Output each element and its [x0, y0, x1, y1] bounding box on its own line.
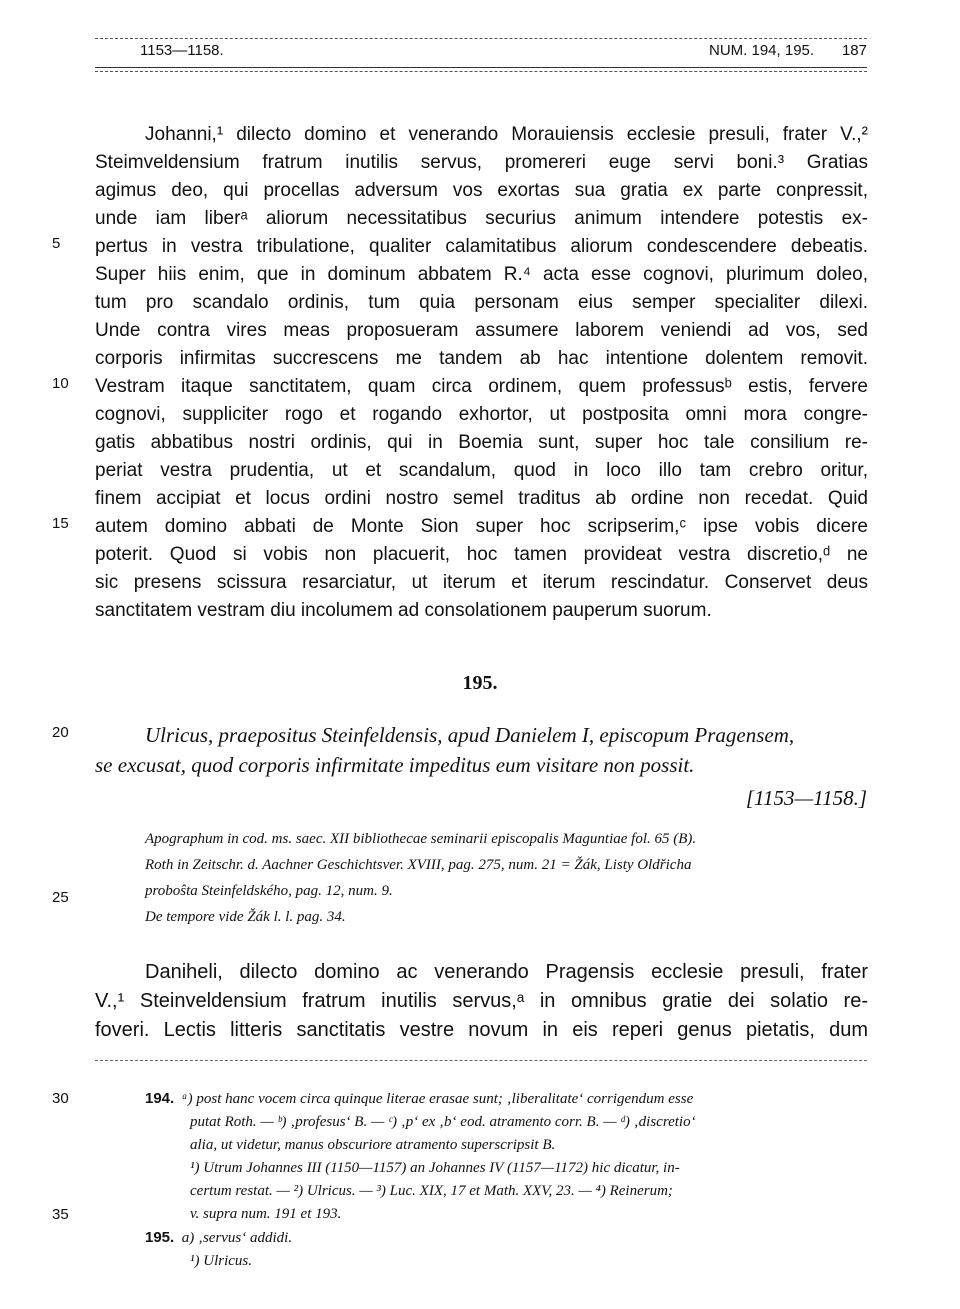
text-line: autem domino abbati de Monte Sion super hoc scripserim,ᶜ ipse vobis dicere — [95, 516, 868, 537]
footnote-line: ᵃ) post hanc vocem circa quinque literae erasae sunt; ‚liberalitate‘ corrigendum esse — [181, 1091, 694, 1107]
text-line: Unde contra vires meas proposueram assumere laborem veniendi ad vos, sed — [95, 320, 868, 341]
footnote-line: putat Roth. — ᵇ) ‚profesus‘ B. — ᶜ) ‚p‘ ex ‚b‘ eod. atramento corr. B. — ᵈ) ‚discretio‘ — [190, 1114, 696, 1130]
apparatus-line: Apographum in cod. ms. saec. XII bibliothecae seminarii episcopalis Maguntiae fol. 65 (B). — [145, 831, 697, 847]
line-number: 35 — [52, 1206, 69, 1223]
line-number: 5 — [52, 235, 61, 252]
line-number: 30 — [52, 1090, 69, 1107]
text-line: V.,¹ Steinveldensium fratrum inutilis servus,ᵃ in omnibus gratie dei solatio re- — [95, 990, 868, 1012]
footnote-line: alia, ut videtur, manus obscuriore atramento superscripsit B. — [190, 1137, 556, 1153]
text-line: sic presens scissura resarciatur, ut iterum et iterum rescindatur. Conservet deus — [95, 572, 868, 593]
text-line: Steimveldensium fratrum inutilis servus, promereri euge servi boni.³ Gratias — [95, 152, 868, 173]
apparatus-line: Roth in Zeitschr. d. Aachner Geschichtsver. XVIII, pag. 275, num. 21 = Žák, Listy Oldřicha — [145, 857, 692, 873]
letter-194-text — [95, 121, 868, 625]
footnote-label: 194. — [145, 1090, 175, 1107]
text-line: Vestram itaque sanctitatem, quam circa ordinem, quem professusᵇ estis, fervere — [95, 376, 868, 397]
document-date: [1153—1158.] — [745, 786, 867, 810]
footnote-line: ¹) Ulricus. — [190, 1253, 252, 1269]
footnote-line: ¹) Utrum Johannes III (1150—1157) an Johannes IV (1157—1172) hic dicatur, in- — [190, 1160, 680, 1176]
line-number: 10 — [52, 375, 69, 392]
footnote-line: a) ‚servus‘ addidi. — [181, 1230, 293, 1246]
text-line: poterit. Quod si vobis non placuerit, hoc tamen provideat vestra discretio,ᵈ ne — [95, 544, 868, 565]
regest-line: Ulricus, praepositus Steinfeldensis, apud Danielem I, episcopum Pragensem, — [145, 723, 795, 747]
text-line: unde iam liberᵃ aliorum necessitatibus securius animum intendere potestis ex- — [95, 208, 868, 229]
line-number: 25 — [52, 889, 69, 906]
line-number: 20 — [52, 724, 69, 741]
text-line: tum pro scandalo ordinis, tum quia personam eius semper specialiter dilexi. — [95, 292, 868, 313]
page-number: 187 — [841, 42, 867, 59]
line-number: 15 — [52, 515, 69, 532]
source-apparatus — [145, 826, 868, 930]
running-header — [140, 42, 867, 64]
text-line: agimus deo, qui procellas adversum vos exortas sua gratia ex parte conpressit, — [95, 180, 868, 201]
text-line: gatis abbatibus nostri ordinis, qui in Boemia sunt, super hoc tale consilium re- — [95, 432, 868, 453]
apparatus-line: De tempore vide Žák l. l. pag. 34. — [145, 909, 346, 925]
footnote-rule — [95, 1060, 867, 1061]
text-line: corporis infirmitas succrescens me tandem ab hac intentione dolentem removit. — [95, 348, 868, 369]
footnote-label: 195. — [145, 1229, 175, 1246]
header-rule-bottom — [95, 67, 867, 68]
text-line: Super hiis enim, que in dominum abbatem R.⁴ acta esse cognovi, plurimum doleo, — [95, 264, 868, 285]
apparatus-line: proboŝta Steinfeldského, pag. 12, num. 9. — [145, 883, 393, 899]
footnote-line: certum restat. — ²) Ulricus. — ³) Luc. XIX, 17 et Math. XXV, 23. — ⁴) Reinerum; — [190, 1183, 673, 1199]
header-rule-bottom-dashed — [95, 71, 867, 72]
text-line: finem accipiat et locus ordini nostro semel traditus ab ordine non recedat. Quid — [95, 488, 868, 509]
text-line: foveri. Lectis litteris sanctitatis vestre novum in eis reperi genus pietatis, dum — [95, 1019, 868, 1041]
text-line: pertus in vestra tribulatione, qualiter calamitatibus aliorum condescendere debeatis. — [95, 236, 868, 257]
regest — [95, 720, 868, 780]
text-line: cognovi, suppliciter rogo et rogando exhortor, ut postposita omni mora congre- — [95, 404, 868, 425]
regest-line: se excusat, quod corporis infirmitate impeditus eum visitare non possit. — [95, 753, 695, 777]
footnotes-194 — [145, 1087, 867, 1273]
text-line: Johanni,¹ dilecto domino et venerando Morauiensis ecclesie presuli, frater V.,² — [145, 124, 868, 145]
text-line: periat vestra prudentia, ut et scandalum, quod in loco illo tam crebro oritur, — [95, 460, 868, 481]
footnote-line: v. supra num. 191 et 193. — [190, 1206, 342, 1222]
text-line: Daniheli, dilecto domino ac venerando Pragensis ecclesie presuli, frater — [145, 961, 868, 983]
header-rule-top — [95, 38, 867, 39]
document-number: 195. — [462, 672, 498, 694]
text-line: sanctitatem vestram diu incolumem ad consolationem pauperum suorum. — [95, 600, 712, 621]
letter-195-text — [95, 958, 868, 1045]
header-document-numbers: NUM. 194, 195. — [709, 42, 815, 59]
header-date-range: 1153—1158. — [140, 42, 224, 59]
